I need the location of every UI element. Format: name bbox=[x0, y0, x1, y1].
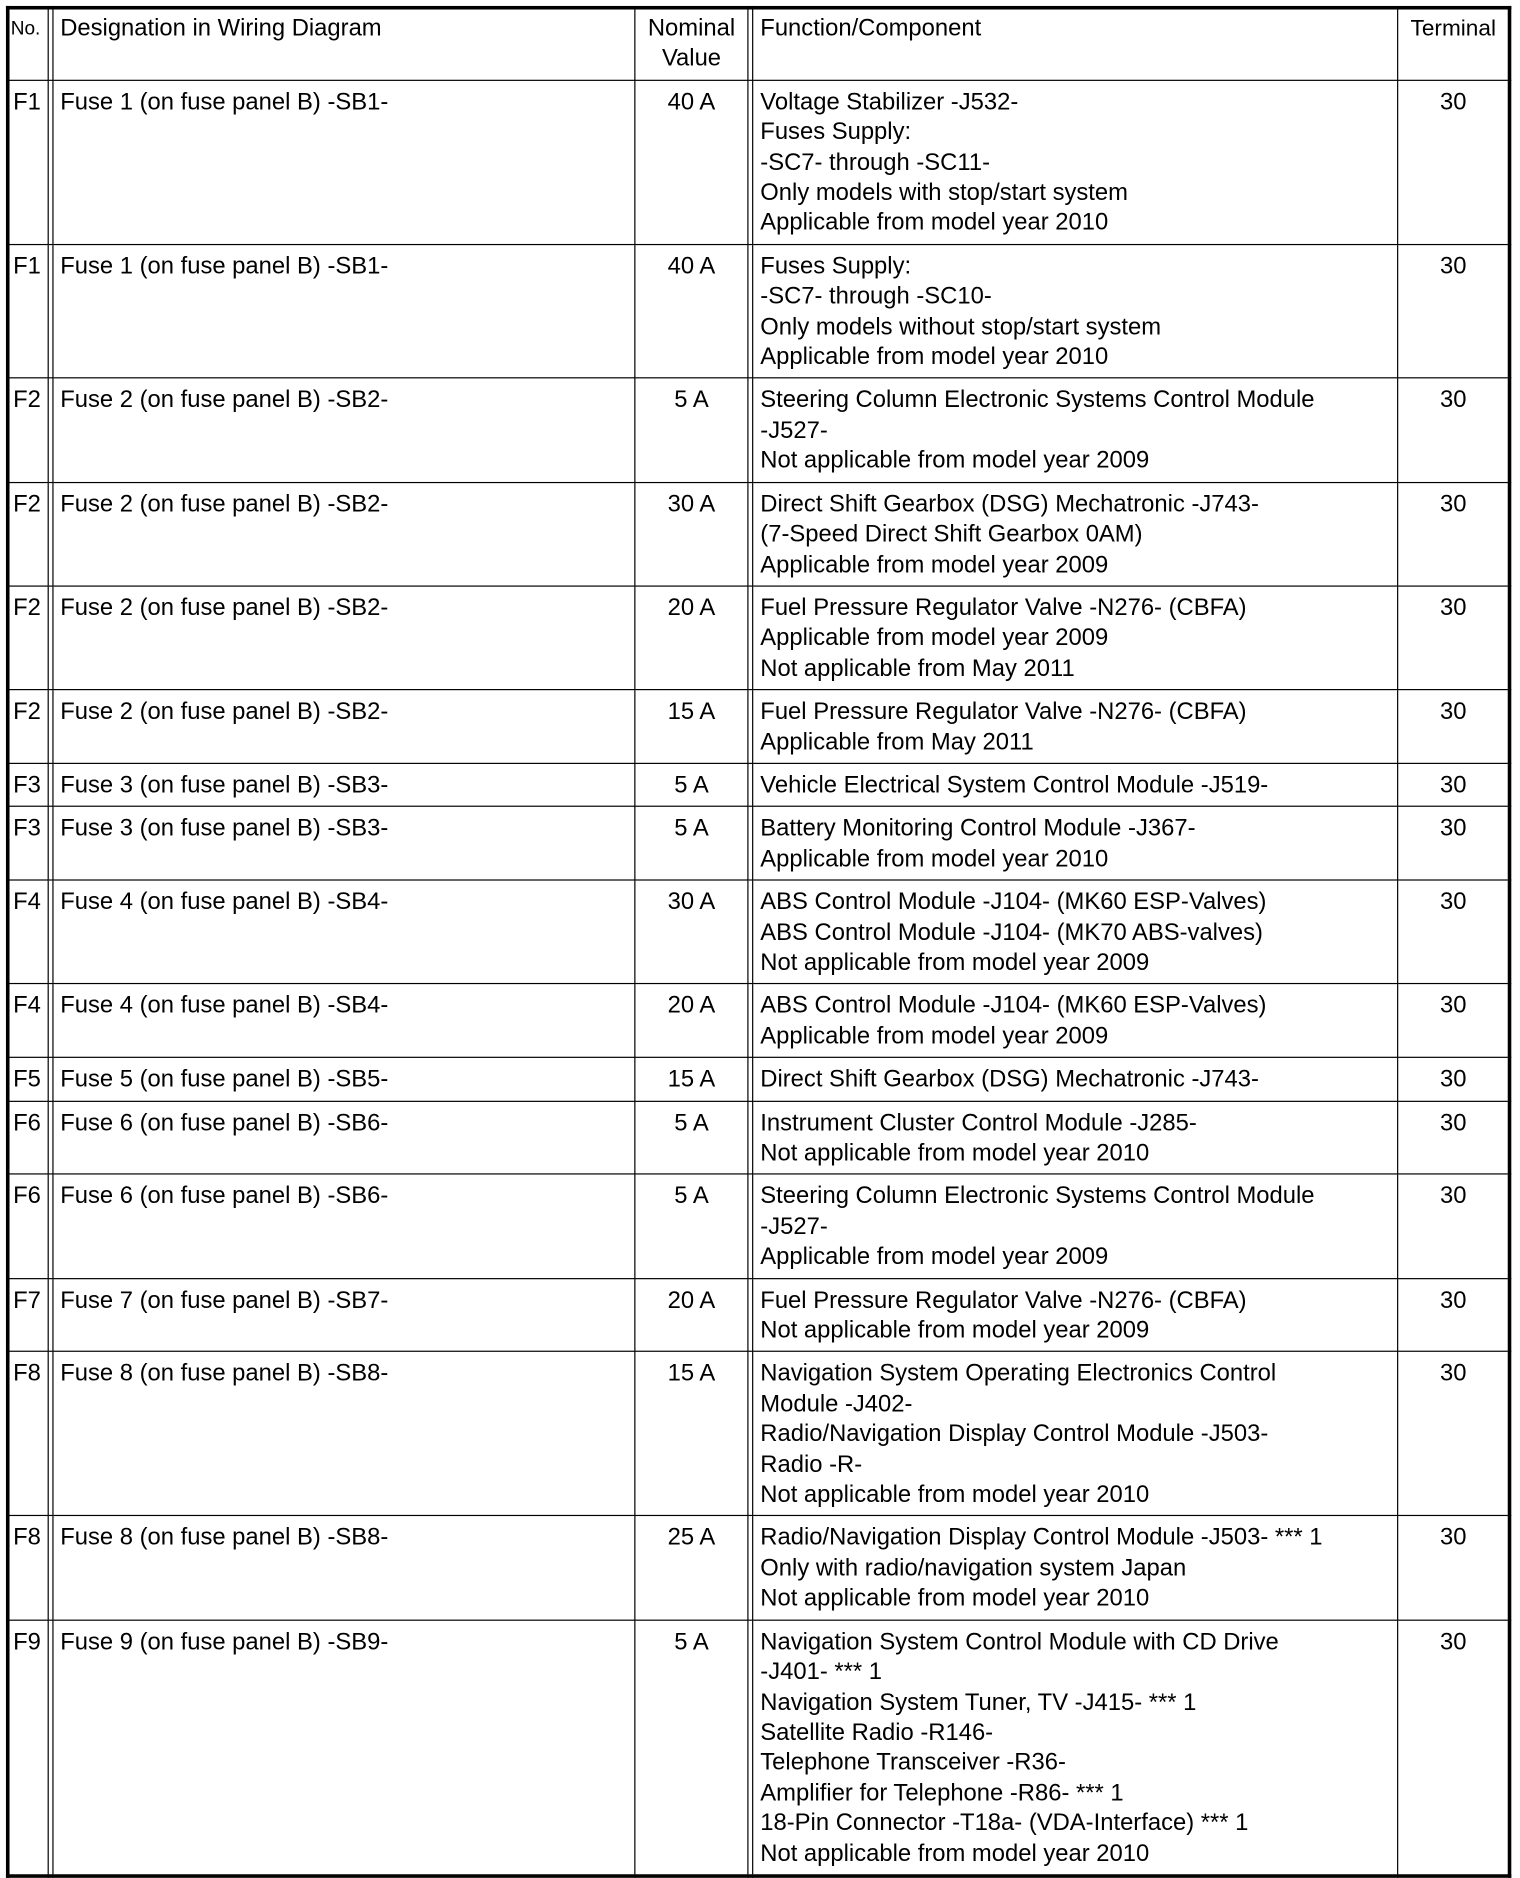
terminal-cell: 30 bbox=[1398, 586, 1509, 690]
table-row bbox=[8, 1101, 1510, 1175]
function-line: Vehicle Electrical System Control Module -J519- bbox=[760, 772, 1269, 799]
designation-cell: Fuse 2 (on fuse panel B) -SB2- bbox=[52, 482, 635, 586]
designation-cell: Fuse 7 (on fuse panel B) -SB7- bbox=[52, 1278, 635, 1352]
function-cell bbox=[753, 1101, 1399, 1175]
terminal-cell: 30 bbox=[1398, 984, 1509, 1058]
function-cell bbox=[753, 807, 1399, 881]
function-line: Only with radio/navigation system Japan bbox=[760, 1555, 1187, 1582]
header-function: Function/Component bbox=[753, 8, 1399, 80]
header-nominal-line1: Nominal bbox=[647, 15, 736, 42]
terminal-cell: 30 bbox=[1398, 378, 1509, 482]
header-nominal-value bbox=[635, 8, 747, 80]
table-row bbox=[8, 482, 1510, 586]
nominal-value-cell: 5 A bbox=[635, 807, 747, 881]
nominal-value-cell: 40 A bbox=[635, 244, 747, 378]
function-line: -SC7- through -SC10- bbox=[760, 283, 992, 310]
designation-cell: Fuse 5 (on fuse panel B) -SB5- bbox=[52, 1058, 635, 1101]
function-line: Navigation System Tuner, TV -J415- *** 1 bbox=[760, 1689, 1197, 1716]
terminal-cell: 30 bbox=[1398, 482, 1509, 586]
fuse-number-cell: F2 bbox=[8, 586, 48, 690]
nominal-value-cell: 5 A bbox=[635, 1174, 747, 1278]
table-row bbox=[8, 984, 1510, 1058]
terminal-cell: 30 bbox=[1398, 1352, 1509, 1516]
function-cell bbox=[753, 586, 1399, 690]
table-row bbox=[8, 763, 1510, 806]
designation-cell: Fuse 6 (on fuse panel B) -SB6- bbox=[52, 1174, 635, 1278]
fuse-number-cell: F8 bbox=[8, 1352, 48, 1516]
nominal-value-cell: 5 A bbox=[635, 1620, 747, 1876]
function-line: -J401- *** 1 bbox=[760, 1658, 882, 1686]
nominal-value-cell: 5 A bbox=[635, 378, 747, 482]
terminal-cell: 30 bbox=[1398, 1174, 1509, 1278]
table-row bbox=[8, 807, 1510, 881]
header-nominal-line2: Value bbox=[661, 45, 722, 72]
function-cell bbox=[753, 378, 1399, 482]
function-cell bbox=[753, 763, 1399, 806]
function-line: Satellite Radio -R146- bbox=[760, 1719, 994, 1746]
designation-cell: Fuse 3 (on fuse panel B) -SB3- bbox=[52, 807, 635, 881]
fuse-number-cell: F4 bbox=[8, 984, 48, 1058]
function-line: Not applicable from model year 2010 bbox=[760, 1481, 1150, 1508]
function-line: Not applicable from model year 2010 bbox=[760, 1840, 1150, 1867]
function-line: Direct Shift Gearbox (DSG) Mechatronic -J743- bbox=[760, 1066, 1259, 1093]
function-cell bbox=[753, 690, 1399, 764]
function-line: Amplifier for Telephone -R86- *** 1 bbox=[760, 1779, 1124, 1807]
function-cell bbox=[753, 1278, 1399, 1352]
fuse-number-cell: F2 bbox=[8, 482, 48, 586]
nominal-value-cell: 40 A bbox=[635, 80, 747, 244]
function-line: Not applicable from model year 2009 bbox=[760, 949, 1150, 976]
table-row bbox=[8, 1352, 1510, 1516]
function-line: Module -J402- bbox=[760, 1390, 913, 1418]
function-line: Radio -R- bbox=[760, 1451, 863, 1478]
function-line: Instrument Cluster Control Module -J285- bbox=[760, 1109, 1197, 1136]
function-line: Navigation System Control Module with CD Drive bbox=[760, 1628, 1279, 1655]
terminal-cell: 30 bbox=[1398, 244, 1509, 378]
function-line: Steering Column Electronic Systems Control Module bbox=[760, 387, 1315, 414]
terminal-cell: 30 bbox=[1398, 1516, 1509, 1620]
designation-cell: Fuse 8 (on fuse panel B) -SB8- bbox=[52, 1516, 635, 1620]
function-line: Telephone Transceiver -R36- bbox=[760, 1749, 1066, 1776]
function-line: 18-Pin Connector -T18a- (VDA-Interface) *** 1 bbox=[760, 1810, 1249, 1837]
function-line: Applicable from model year 2009 bbox=[760, 625, 1109, 652]
terminal-cell: 30 bbox=[1398, 80, 1509, 244]
function-cell bbox=[753, 1058, 1399, 1101]
designation-cell: Fuse 2 (on fuse panel B) -SB2- bbox=[52, 690, 635, 764]
function-line: Battery Monitoring Control Module -J367- bbox=[760, 815, 1196, 842]
fuse-number-cell: F9 bbox=[8, 1620, 48, 1876]
designation-cell: Fuse 9 (on fuse panel B) -SB9- bbox=[52, 1620, 635, 1876]
nominal-value-cell: 15 A bbox=[635, 690, 747, 764]
terminal-cell: 30 bbox=[1398, 880, 1509, 984]
terminal-cell: 30 bbox=[1398, 1058, 1509, 1101]
function-line: Fuel Pressure Regulator Valve -N276- (CBFA) bbox=[760, 1287, 1247, 1314]
table-body bbox=[8, 80, 1510, 1876]
table-row bbox=[8, 244, 1510, 378]
table-row bbox=[8, 1516, 1510, 1620]
fuse-number-cell: F6 bbox=[8, 1174, 48, 1278]
function-line: Fuel Pressure Regulator Valve -N276- (CBFA) bbox=[760, 698, 1247, 725]
function-cell bbox=[753, 1620, 1399, 1876]
fuse-number-cell: F3 bbox=[8, 807, 48, 881]
table-row bbox=[8, 1174, 1510, 1278]
terminal-cell: 30 bbox=[1398, 807, 1509, 881]
function-cell bbox=[753, 482, 1399, 586]
function-line: (7-Speed Direct Shift Gearbox 0AM) bbox=[760, 521, 1143, 548]
table-row bbox=[8, 1278, 1510, 1352]
header-no: No. bbox=[8, 8, 48, 80]
nominal-value-cell: 30 A bbox=[635, 880, 747, 984]
function-line: Not applicable from model year 2010 bbox=[760, 1585, 1150, 1612]
designation-cell: Fuse 6 (on fuse panel B) -SB6- bbox=[52, 1101, 635, 1175]
table-row bbox=[8, 586, 1510, 690]
fuse-number-cell: F7 bbox=[8, 1278, 48, 1352]
function-line: Not applicable from May 2011 bbox=[760, 655, 1075, 682]
function-line: Applicable from model year 2010 bbox=[760, 209, 1109, 237]
terminal-cell: 30 bbox=[1398, 1101, 1509, 1175]
function-cell bbox=[753, 880, 1399, 984]
nominal-value-cell: 5 A bbox=[635, 763, 747, 806]
function-line: -J527- bbox=[760, 417, 828, 444]
function-line: Applicable from model year 2010 bbox=[760, 343, 1109, 371]
table-row bbox=[8, 378, 1510, 482]
designation-cell: Fuse 3 (on fuse panel B) -SB3- bbox=[52, 763, 635, 806]
function-line: Fuses Supply: bbox=[760, 253, 912, 280]
fuse-number-cell: F2 bbox=[8, 690, 48, 764]
function-line: Applicable from model year 2009 bbox=[760, 1023, 1109, 1050]
fuse-table bbox=[6, 6, 1511, 1878]
terminal-cell: 30 bbox=[1398, 1620, 1509, 1876]
function-line: Applicable from model year 2009 bbox=[760, 551, 1109, 578]
terminal-cell: 30 bbox=[1398, 1278, 1509, 1352]
designation-cell: Fuse 8 (on fuse panel B) -SB8- bbox=[52, 1352, 635, 1516]
function-cell bbox=[753, 1352, 1399, 1516]
table-row bbox=[8, 1620, 1510, 1876]
function-line: -SC7- through -SC11- bbox=[760, 149, 991, 176]
designation-cell: Fuse 1 (on fuse panel B) -SB1- bbox=[52, 80, 635, 244]
function-line: Radio/Navigation Display Control Module -J503- *** 1 bbox=[760, 1524, 1323, 1552]
function-line: Fuses Supply: bbox=[760, 119, 912, 146]
fuse-number-cell: F1 bbox=[8, 80, 48, 244]
nominal-value-cell: 15 A bbox=[635, 1058, 747, 1101]
header-row bbox=[8, 8, 1510, 80]
designation-cell: Fuse 4 (on fuse panel B) -SB4- bbox=[52, 984, 635, 1058]
function-line: Voltage Stabilizer -J532- bbox=[760, 89, 1019, 116]
function-line: Applicable from model year 2010 bbox=[760, 845, 1109, 872]
function-cell bbox=[753, 244, 1399, 378]
function-line: Not applicable from model year 2010 bbox=[760, 1140, 1150, 1167]
table-row bbox=[8, 80, 1510, 244]
table-row bbox=[8, 1058, 1510, 1101]
designation-cell: Fuse 2 (on fuse panel B) -SB2- bbox=[52, 586, 635, 690]
function-line: Radio/Navigation Display Control Module -J503- bbox=[760, 1421, 1269, 1448]
function-line: Not applicable from model year 2009 bbox=[760, 1317, 1150, 1344]
terminal-cell: 30 bbox=[1398, 690, 1509, 764]
function-line: ABS Control Module -J104- (MK70 ABS-valves) bbox=[760, 919, 1263, 946]
function-cell bbox=[753, 80, 1399, 244]
fuse-number-cell: F5 bbox=[8, 1058, 48, 1101]
designation-cell: Fuse 1 (on fuse panel B) -SB1- bbox=[52, 244, 635, 378]
header-terminal: Terminal bbox=[1398, 8, 1509, 80]
nominal-value-cell: 30 A bbox=[635, 482, 747, 586]
header-designation: Designation in Wiring Diagram bbox=[52, 8, 635, 80]
nominal-value-cell: 20 A bbox=[635, 1278, 747, 1352]
function-line: Not applicable from model year 2009 bbox=[760, 447, 1150, 474]
nominal-value-cell: 20 A bbox=[635, 586, 747, 690]
function-line: ABS Control Module -J104- (MK60 ESP-Valves) bbox=[760, 889, 1267, 916]
terminal-cell: 30 bbox=[1398, 763, 1509, 806]
function-line: -J527- bbox=[760, 1213, 828, 1240]
function-line: Fuel Pressure Regulator Valve -N276- (CBFA) bbox=[760, 594, 1247, 622]
function-line: Only models with stop/start system bbox=[760, 179, 1128, 206]
fuse-number-cell: F8 bbox=[8, 1516, 48, 1620]
nominal-value-cell: 5 A bbox=[635, 1101, 747, 1175]
designation-cell: Fuse 4 (on fuse panel B) -SB4- bbox=[52, 880, 635, 984]
fuse-number-cell: F3 bbox=[8, 763, 48, 806]
fuse-number-cell: F2 bbox=[8, 378, 48, 482]
nominal-value-cell: 20 A bbox=[635, 984, 747, 1058]
nominal-value-cell: 15 A bbox=[635, 1352, 747, 1516]
table-row bbox=[8, 880, 1510, 984]
table-row bbox=[8, 690, 1510, 764]
fuse-number-cell: F6 bbox=[8, 1101, 48, 1175]
function-line: Applicable from model year 2009 bbox=[760, 1243, 1109, 1270]
function-line: Steering Column Electronic Systems Control Module bbox=[760, 1183, 1315, 1210]
function-line: Direct Shift Gearbox (DSG) Mechatronic -J743- bbox=[760, 491, 1259, 518]
function-line: Navigation System Operating Electronics Control bbox=[760, 1360, 1277, 1387]
function-cell bbox=[753, 984, 1399, 1058]
function-cell bbox=[753, 1174, 1399, 1278]
designation-cell: Fuse 2 (on fuse panel B) -SB2- bbox=[52, 378, 635, 482]
function-line: ABS Control Module -J104- (MK60 ESP-Valves) bbox=[760, 992, 1267, 1020]
function-line: Applicable from May 2011 bbox=[760, 728, 1034, 756]
fuse-number-cell: F1 bbox=[8, 244, 48, 378]
nominal-value-cell: 25 A bbox=[635, 1516, 747, 1620]
function-line: Only models without stop/start system bbox=[760, 313, 1162, 340]
function-cell bbox=[753, 1516, 1399, 1620]
fuse-number-cell: F4 bbox=[8, 880, 48, 984]
